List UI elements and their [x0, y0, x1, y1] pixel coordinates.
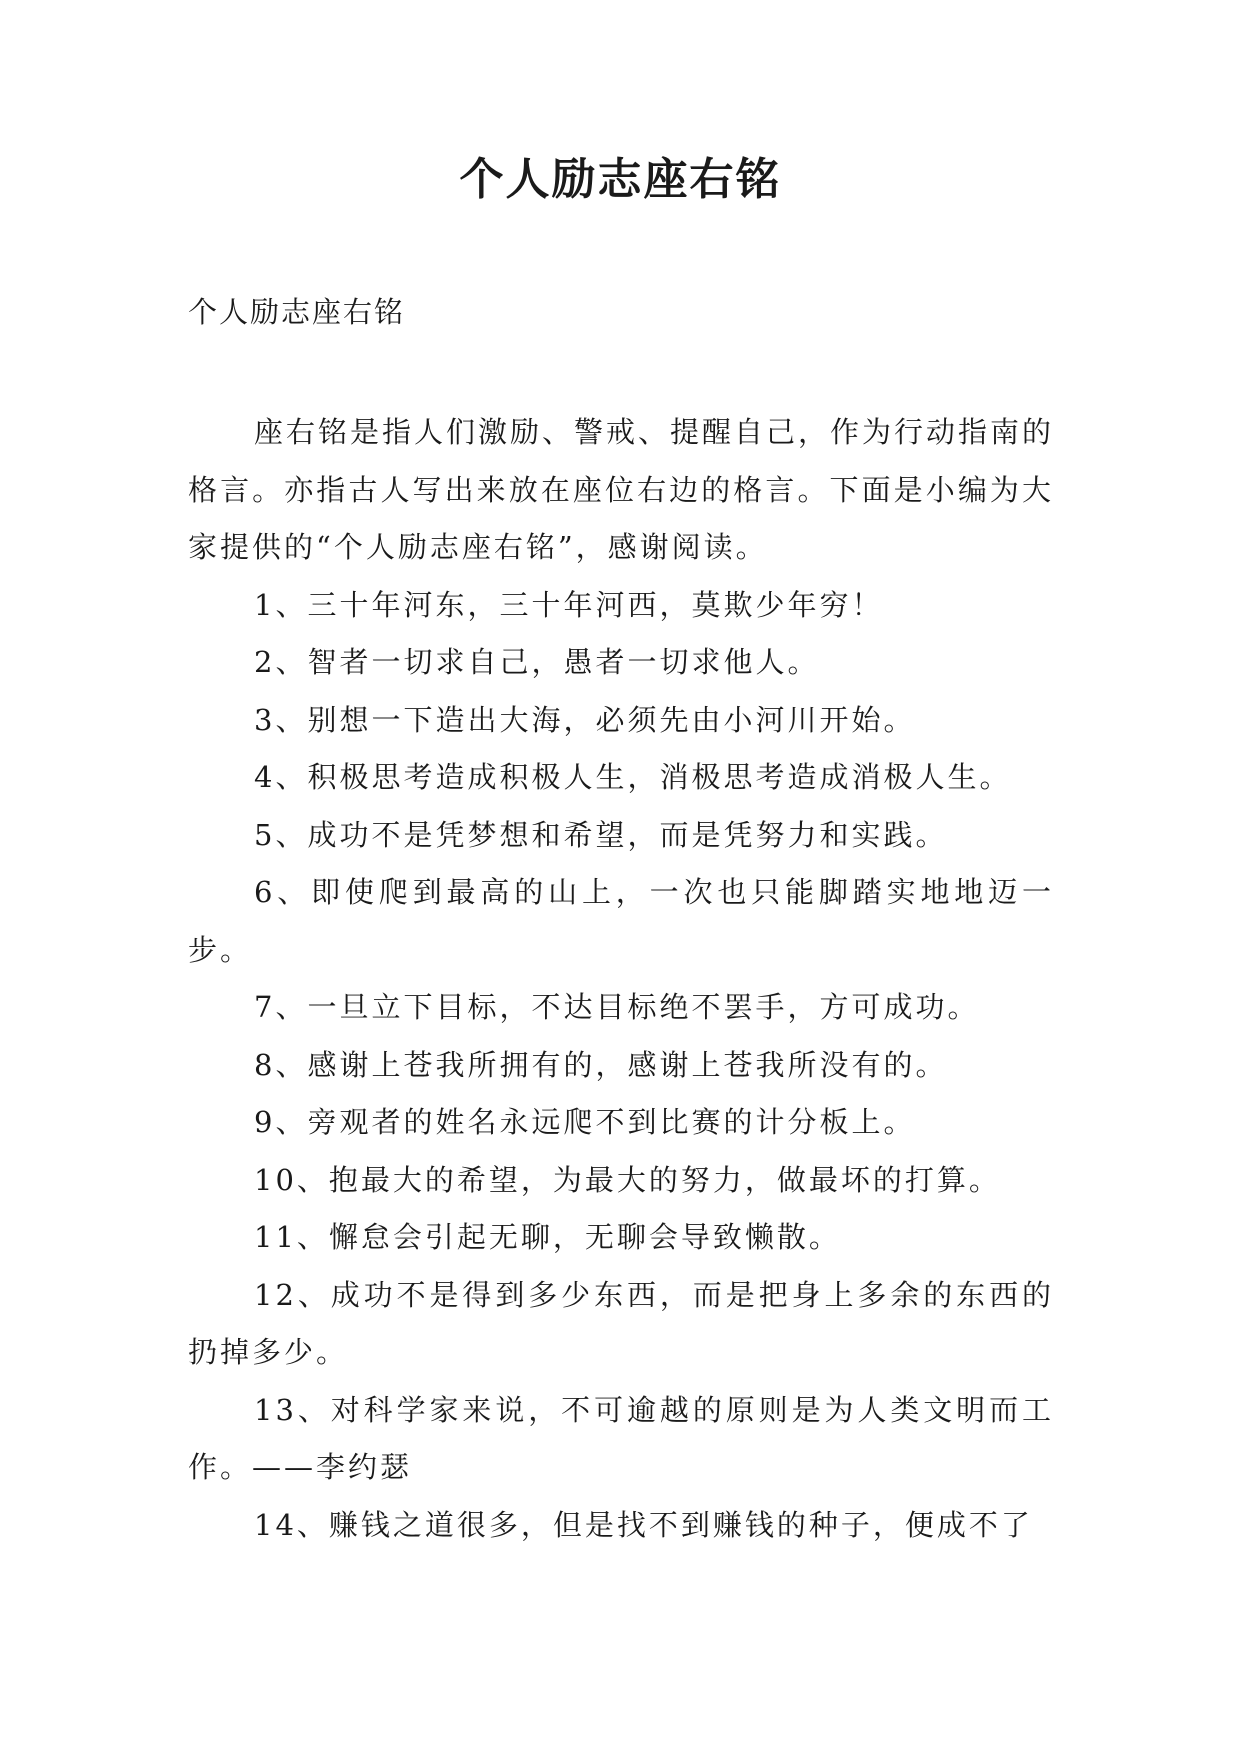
motto-item: 1、三十年河东，三十年河西，莫欺少年穷！ — [254, 587, 884, 622]
motto-item: 3、别想一下造出大海，必须先由小河川开始。 — [254, 702, 916, 737]
motto-item: 7、一旦立下目标，不达目标绝不罢手，方可成功。 — [254, 990, 980, 1024]
motto-item: 6、即使爬到最高的山上，一次也只能脚踏实地地迈一步。 — [188, 875, 1054, 967]
motto-item: 14、赚钱之道很多，但是找不到赚钱的种子，便成不了 — [254, 1507, 1033, 1542]
motto-item: 5、成功不是凭梦想和希望，而是凭努力和实践。 — [254, 817, 948, 852]
document-title: 个人励志座右铭 — [459, 154, 782, 205]
motto-item: 9、旁观者的姓名永远爬不到比赛的计分板上。 — [254, 1105, 916, 1139]
motto-item: 2、智者一切求自己，愚者一切求他人。 — [254, 645, 820, 679]
document-subtitle: 个人励志座右铭 — [188, 295, 406, 329]
motto-item: 11、懈怠会引起无聊，无聊会导致懒散。 — [254, 1220, 841, 1254]
motto-item: 10、抱最大的希望，为最大的努力，做最坏的打算。 — [254, 1162, 1001, 1197]
intro-paragraph: 座右铭是指人们激励、警戒、提醒自己，作为行动指南的格言。亦指古人写出来放在座位右边的格言。下面是小编为大家提供的“个人励志座右铭”，感谢阅读。 — [188, 415, 1055, 564]
motto-item: 12、成功不是得到多少东西，而是把身上多余的东西的扔掉多少。 — [188, 1277, 1054, 1369]
motto-item: 4、积极思考造成积极人生，消极思考造成消极人生。 — [254, 760, 1012, 794]
motto-item: 13、对科学家来说，不可逾越的原则是为人类文明而工作。——李约瑟 — [188, 1392, 1054, 1484]
document-body — [188, 404, 1054, 1554]
motto-item: 8、感谢上苍我所拥有的，感谢上苍我所没有的。 — [254, 1047, 948, 1082]
